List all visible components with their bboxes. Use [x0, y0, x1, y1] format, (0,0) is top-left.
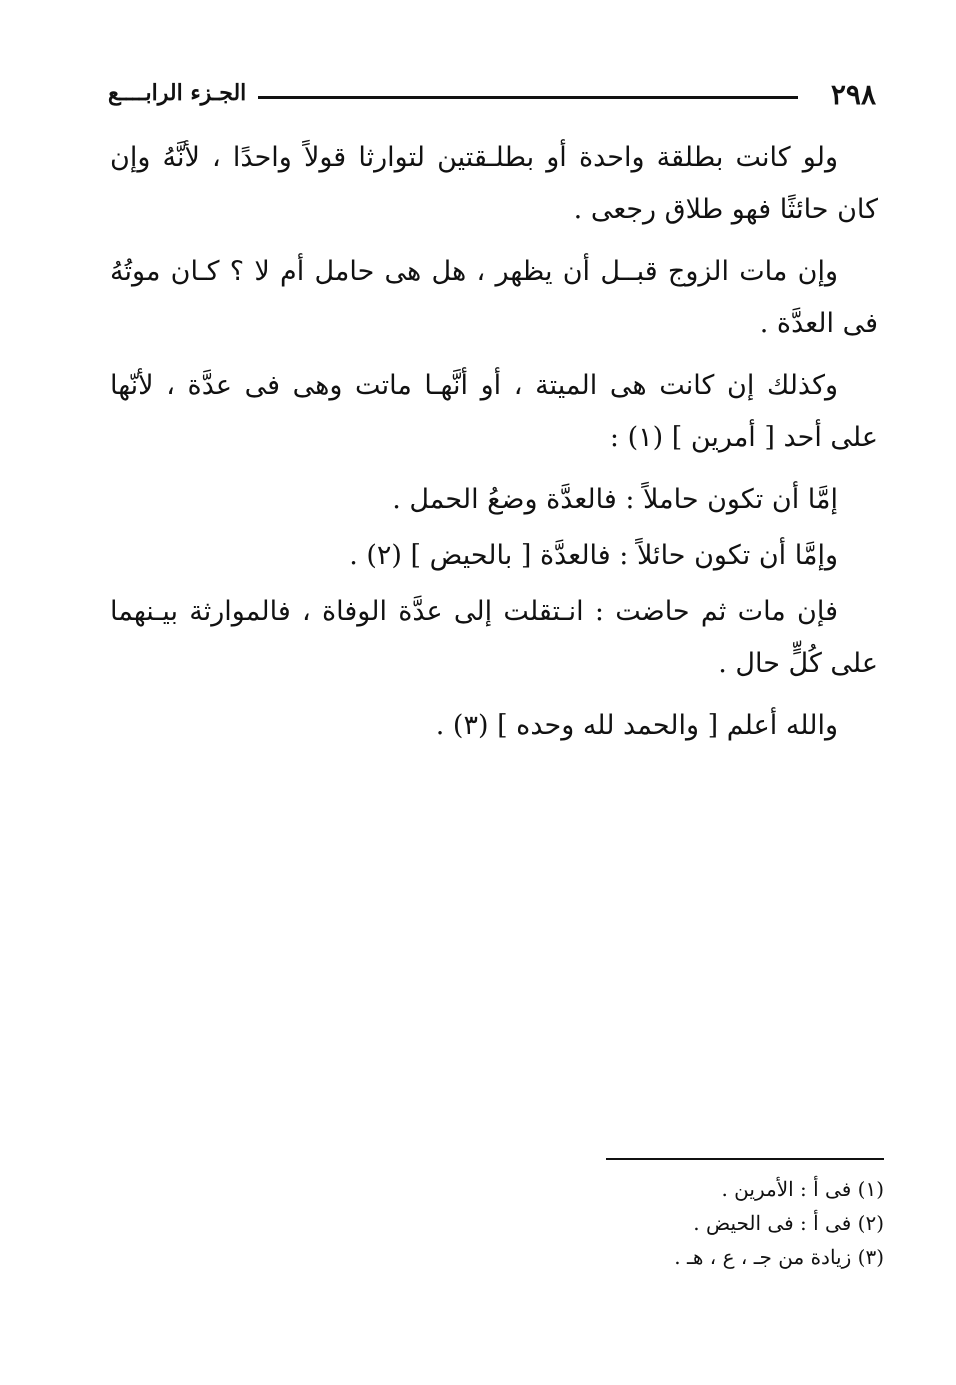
header-rule	[258, 96, 798, 99]
footnote: (١) فى أ : الأمرين .	[721, 1177, 884, 1201]
paragraph: ولو كانت بطلقة واحدة أو بطلـقتين لتوارثا قولاً واحدًا ، لأنَّهُ وإن كان حائثًا فهو طلاق رجعى .	[110, 142, 878, 225]
paragraph-closing: والله أعلم [ والحمد لله وحده ] (٣) .	[435, 710, 838, 741]
paragraph: وإن مات الزوج قبــل أن يظهر ، هل هى حامل أم لا ؟ كـان موتُهُ فى العدَّة .	[110, 256, 878, 339]
footnote-rule	[606, 1158, 884, 1160]
paragraph-option: وإمَّا أن تكون حائلاً : فالعدَّة [ بالحيض ] (٢) .	[349, 540, 838, 571]
footnotes	[484, 1172, 884, 1274]
footnote: (٢) فى أ : فى الحيض .	[693, 1211, 884, 1235]
running-title: الجـزء الرابــــع	[108, 80, 247, 106]
main-text	[110, 132, 878, 762]
page-number: ٢٩٨	[830, 78, 876, 111]
footnote: (٣) زيادة من جـ ، ع ، هـ .	[674, 1245, 884, 1269]
paragraph-option: إمَّا أن تكون حاملاً : فالعدَّة وضعُ الحمل .	[392, 484, 838, 515]
paragraph: وكذلك إن كانت هى الميتة ، أو أنَّهـا ماتت وهى فى عدَّة ، لأنّها على أحد [ أمرين ] (١) :	[110, 370, 878, 453]
page-header	[108, 78, 876, 118]
paragraph: فإن مات ثم حاضت : انـتقلت إلى عدَّة الوفاة ، فالموارثة بيـنهما على كُلٍّ حال .	[110, 596, 878, 679]
